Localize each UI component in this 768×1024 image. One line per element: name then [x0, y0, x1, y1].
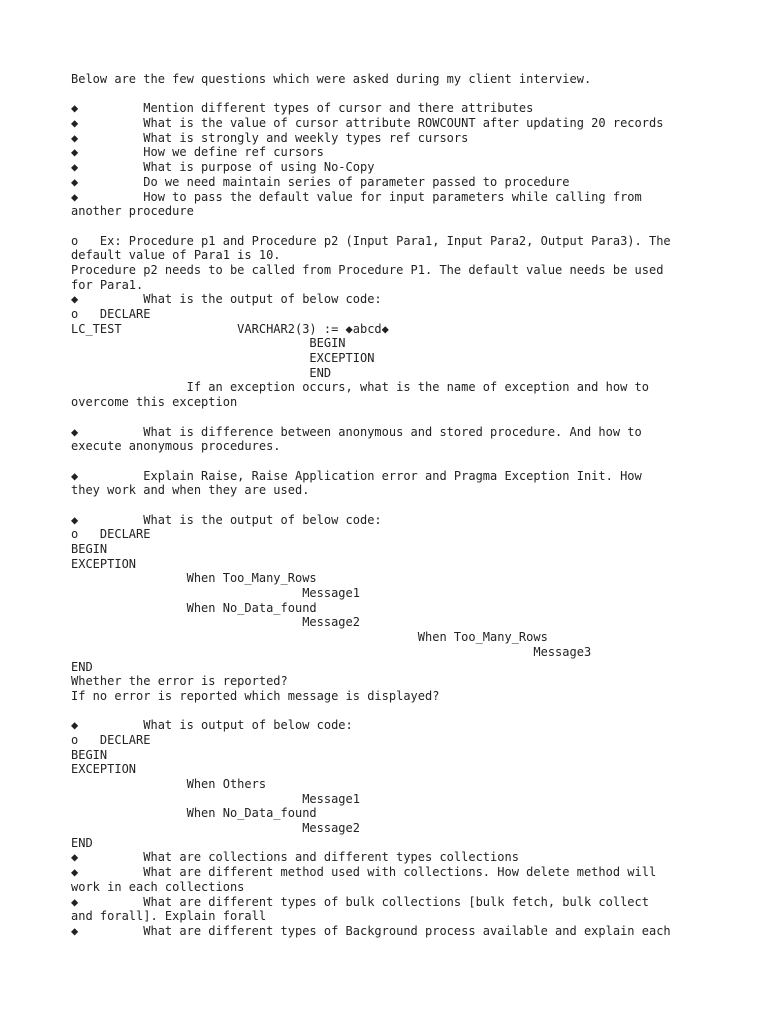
text-line: ◆ Do we need maintain series of parameter passed to procedure [71, 174, 570, 189]
text-line: EXCEPTION [71, 762, 137, 777]
text-line: ◆ What is difference between anonymous and stored procedure. And how to [71, 424, 642, 439]
text-line: EXCEPTION [71, 351, 375, 366]
text-line: ◆ How we define ref cursors [71, 145, 324, 160]
text-line: When No_Data_found [71, 600, 317, 615]
text-line: ◆ What is the value of cursor attribute ROWCOUNT after updating 20 records [71, 116, 664, 131]
text-line: o DECLARE [71, 527, 151, 542]
text-line: BEGIN [71, 747, 108, 762]
text-line: work in each collections [71, 879, 245, 894]
text-line: END [71, 835, 93, 850]
text-line: Message1 [71, 791, 360, 806]
text-line: ◆ Explain Raise, Raise Application error and Pragma Exception Init. How [71, 468, 642, 483]
text-line: they work and when they are used. [71, 483, 310, 498]
text-line: ◆ What are different method used with collections. How delete method will [71, 865, 657, 880]
text-line: another procedure [71, 204, 194, 219]
text-line: ◆ What are different types of bulk collections [bulk fetch, bulk collect [71, 894, 649, 909]
text-line: ◆ What are collections and different types collections [71, 850, 519, 865]
text-line: Message2 [71, 821, 360, 836]
text-line: ◆ Mention different types of cursor and there attributes [71, 101, 534, 116]
text-line: ◆ How to pass the default value for input parameters while calling from [71, 189, 642, 204]
text-line: When Too_Many_Rows [71, 630, 548, 645]
text-line: When No_Data_found [71, 806, 317, 821]
text-line: ◆ What is strongly and weekly types ref cursors [71, 130, 469, 145]
blank-line [71, 454, 708, 469]
text-line: END [71, 659, 93, 674]
text-line: ◆ What is the output of below code: [71, 512, 382, 527]
text-line: Message2 [71, 615, 360, 630]
text-line: BEGIN [71, 336, 346, 351]
text-line: If an exception occurs, what is the name of exception and how to [71, 380, 649, 395]
blank-line [71, 219, 708, 234]
text-line: overcome this exception [71, 395, 238, 410]
text-line: for Para1. [71, 277, 144, 292]
text-line: o DECLARE [71, 732, 151, 747]
text-line: When Too_Many_Rows [71, 571, 317, 586]
text-line: ◆ What is purpose of using No-Copy [71, 160, 375, 175]
text-line: ◆ What is output of below code: [71, 718, 353, 733]
blank-line [71, 704, 708, 719]
text-line: Message1 [71, 586, 360, 601]
blank-line [71, 410, 708, 425]
text-line: default value of Para1 is 10. [71, 248, 281, 263]
text-line: o Ex: Procedure p1 and Procedure p2 (Input Para1, Input Para2, Output Para3). The [71, 233, 671, 248]
text-line: END [71, 365, 332, 380]
text-line: When Others [71, 777, 267, 791]
text-line: Whether the error is reported? [71, 674, 288, 689]
text-line: Below are the few questions which were asked during my client interview. [71, 72, 592, 86]
text-line: Message3 [71, 644, 592, 659]
text-line: ◆ What is the output of below code: [71, 292, 382, 307]
text-line: execute anonymous procedures. [71, 439, 281, 454]
text-line: BEGIN [71, 542, 108, 556]
text-line: EXCEPTION [71, 556, 137, 571]
text-line: If no error is reported which message is displayed? [71, 688, 440, 703]
text-line: o DECLARE [71, 307, 151, 321]
text-line: ◆ What are different types of Background process available and explain each [71, 923, 671, 938]
text-line: and forall]. Explain forall [71, 909, 267, 924]
text-line: LC_TEST VARCHAR2(3) := ◆abcd◆ [71, 321, 389, 336]
blank-line [71, 498, 708, 513]
text-line: Procedure p2 needs to be called from Procedure P1. The default value needs be used [71, 262, 664, 277]
blank-line [71, 87, 708, 102]
